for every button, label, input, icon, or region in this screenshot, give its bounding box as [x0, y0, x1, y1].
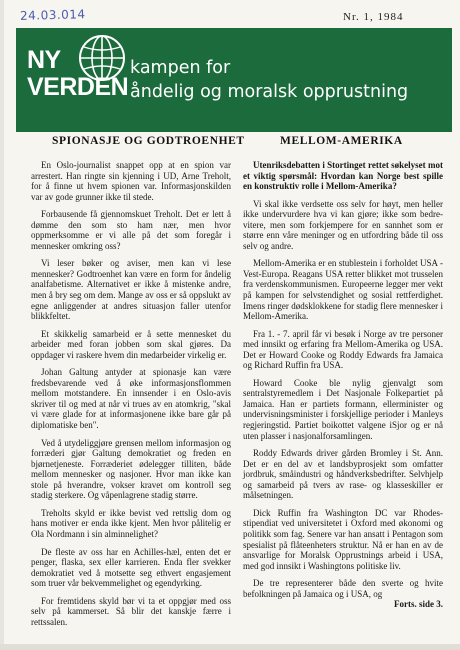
paragraph: Howard Cooke ble nylig gjenvalgt som sentralstyremedlem i Det Nasjonale Folkepartiet på Jamaica. Han er partiets formann, ellerminister og undervisningsminister i forskjellige perioder i Manleys regjeringstid. Partiet boikottet valgene iSjor og er nå uten plasser i nasjonalforsamlingen. [243, 377, 443, 441]
paragraph: En Oslo-journalist snappet opp at en spion var arrestert. Han ringte sin kjenning i UD, Arne Treholt, for å finne ut hvem spionen var. Informasjonskilden var av gode grunner ikke til stede. [31, 160, 231, 202]
masthead-banner [16, 28, 452, 132]
tagline-line-1: kampen for [130, 58, 231, 78]
page-edge-bottom [0, 644, 460, 650]
paragraph: Dick Ruffin fra Washington DC var Rhodes-stipendiat ved universitetet i Oxford med økonomi og politikk som fag. Senere var han ansatt i Pentagon som spesialist på flåteenheters struktur. Nå er han en av de ansvarlige for Moralsk Opprustnings arbeid i USA, med god innsikt i Washingtons politiske liv. [243, 507, 443, 571]
left-article-title: SPIONASJE OG GODTROENHET [52, 135, 245, 147]
paragraph: De fleste av oss har en Achilles-hæl, enten det er penger, flaska, sex eller karrieren. Enda fler svekker demokratiet ved å motsette seg ethvert engasjement som truer vår bekvemmelighet og egendyrking. [31, 546, 231, 589]
logo-word-verden: VERDEN [27, 73, 129, 101]
intro-paragraph: Utenriksdebatten i Stortinget rettet søkelyset mot et viktig spørsmål: Hvordan kan Norge best spille en konstruktiv rolle i Mellom-Amerika? [243, 160, 443, 192]
paragraph: Johan Galtung antyder at spionasje kan være fredsbevarende ved å øke informasjonsflommen mellom motstandere. En innsender i en Oslo-avis skriver til og med at når vi trues av en atomkrig, "skal vi være glade for at informasjonene ikke bare går på diplomatiske ben". [31, 367, 231, 431]
tagline-line-2: åndelig og moralsk opprustning [130, 82, 409, 102]
paragraph: De tre representerer både den sverte og hvite befolkningen på Jamaica og i USA, og [243, 578, 443, 599]
left-article-body [31, 160, 231, 634]
paragraph: Treholts skyld er ikke bevist ved rettslig dom og hans motiver er enda ikke kjent. Men hvor pålitelig er Ola Nordmann i sin alminnelighet? [31, 507, 231, 539]
right-article-body [243, 160, 443, 617]
logo-word-ny: NY [27, 46, 61, 74]
handwritten-date: 24.03.014 [19, 7, 86, 23]
paragraph: Forbausende få gjennomskuet Treholt. Det er lett å dømme den som sto ham nær, men hvor oppmerksomme er vi alle på det som foregår i mennesker omkring oss? [31, 209, 231, 251]
continued-note: Forts. side 3. [394, 599, 443, 610]
paragraph: For fremtidens skyld bør vi ta et oppgjør med oss selv på kammerset. Så blir det kanskje færre i rettssalen. [31, 595, 231, 627]
issue-number: Nr. 1, 1984 [343, 11, 404, 23]
paragraph: Mellom-Amerika er en stublestein i forholdet USA - Vest-Europa. Reagans USA retter blikket mot trusselen fra verdenskommunismen. Europeerne legger mer vekt på kampen for selvstendighet og sosial rettferdighet. Imens ringer dødsklokkene for stadig flere mennesker i Mellom-Amerika. [243, 258, 443, 322]
page-edge [0, 0, 4, 650]
paragraph: Et skikkelig samarbeid er å sette mennesket du arbeider med foran jobben som skal gjøres. Da oppdager vi raskere hvem din medarbeider virkelig er. [31, 328, 231, 360]
paragraph: Fra 1. - 7. april får vi besøk i Norge av tre personer med innsikt og erfaring fra Mellom-Amerika og USA. Det er Howard Cooke og Roddy Edwards fra Jamaica og Richard Ruffin fra USA. [243, 328, 443, 371]
paragraph: Vi leser bøker og aviser, men kan vi lese mennesker? Godtroenhet kan være en form for åndelig analfabetisme. Alternativet er ikke å mistenke andre, men å bry seg om dem. Mange av oss er så oppslukt av egne anliggender at andres situasjon faller utenfor blikkfeltet. [31, 258, 231, 322]
paragraph: Ved å utydeliggjøre grensen mellom informasjon og forræderi gjør Galtung demokratiet og freden en bjørnetjeneste. Forræderiet ødelegger tilliten, både mellom mennesker og nasjoner. Hvor man ikke kan stole på hverandre, vokser kravet om kontroll seg stadig sterkere. Og våpenlagrene stadig større. [31, 437, 231, 501]
paragraph: Vi skal ikke verdsette oss selv for høyt, men heller ikke undervurdere hva vi kan gjøre; ikke som bedre-vitere, men som forkjempere for en sannhet som er større enn våre meninger og en utfordring både til oss selv og andre. [243, 198, 443, 251]
paragraph: Roddy Edwards driver gården Bromley i St. Ann. Det er en del av et landsbyprosjekt som omfatter jordbruk, småindustri og håndverksbedrifter. Selvhjelp og samarbeid på tvers av rase- og klasseskiller er målsetningen. [243, 448, 443, 501]
right-article-title: MELLOM-AMERIKA [280, 135, 403, 147]
